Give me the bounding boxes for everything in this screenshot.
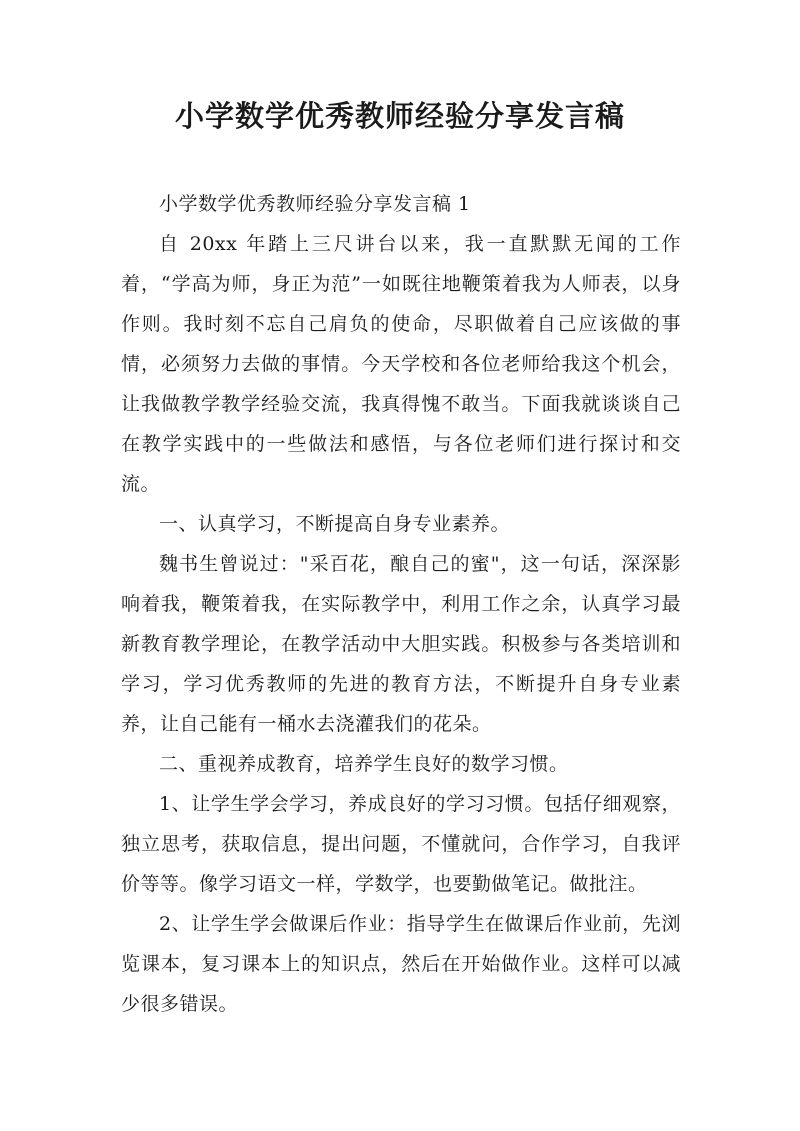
paragraph-intro: 自 20xx 年踏上三尺讲台以来，我一直默默无闻的工作着，“学高为师，身正为范”一如既往地鞭策着我为人师表，以身作则。我时刻不忘自己肩负的使命，尽职做着自己应该做的事情，必须努力去做的事情。今天学校和各位老师给我这个机会，让我做教学教学经验交流，我真得愧不敢当。下面我就谈谈自己在教学实践中的一些做法和感悟，与各位老师们进行探讨和交流。 [121, 233, 681, 495]
document-body [121, 184, 681, 1024]
section-heading-1: 一、认真学习，不断提高自身专业素养。 [159, 513, 511, 535]
paragraph-habit-1: 1、让学生学会学习，养成良好的学习习惯。包括仔细观察，独立思考，获取信息，提出问题，不懂就问，合作学习，自我评价等等。像学习语文一样，学数学，也要勤做笔记。做批注。 [121, 793, 681, 895]
paragraph-heading-1: 小学数学优秀教师经验分享发言稿 1 [159, 193, 471, 215]
paragraph-study: 魏书生曾说过："采百花，酿自己的蜜"，这一句话，深深影响着我，鞭策着我，在实际教学中，利用工作之余，认真学习最新教育教学理论，在教学活动中大胆实践。积极参与各类培训和学习，学习优秀教师的先进的教育方法，不断提升自身专业素养，让自己能有一桶水去浇灌我们的花朵。 [121, 553, 681, 735]
paragraph-habit-2: 2、让学生学会做课后作业：指导学生在做课后作业前，先浏览课本，复习课本上的知识点，然后在开始做作业。这样可以减少很多错误。 [121, 913, 681, 1015]
document-title: 小学数学优秀教师经验分享发言稿 [174, 99, 625, 133]
section-heading-2: 二、重视养成教育，培养学生良好的数学习惯。 [159, 753, 569, 775]
